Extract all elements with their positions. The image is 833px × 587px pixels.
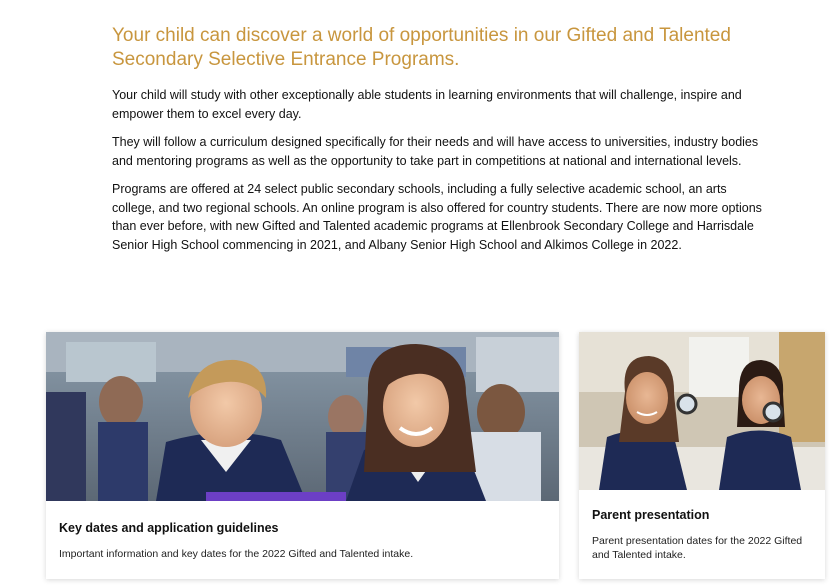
card-parent-presentation-description: Parent presentation dates for the 2022 Gifted and Talented intake. <box>592 535 803 561</box>
intro-paragraph-2: They will follow a curriculum designed specifically for their needs and will have access to universities, industry bodies and mentoring programs as well as the opportunity to take part in competitions at national and international levels. <box>112 135 759 168</box>
intro-paragraph-1: Your child will study with other exceptionally able students in learning environments that will challenge, inspire and empower them to excel every day. <box>112 88 742 121</box>
card-key-dates-description: Important information and key dates for the 2022 Gifted and Talented intake. <box>59 548 414 560</box>
card-key-dates[interactable] <box>46 332 559 579</box>
card-parent-presentation[interactable] <box>579 332 825 579</box>
card-key-dates-body <box>46 501 559 561</box>
students-magnifying-glass-photo <box>579 332 825 490</box>
card-key-dates-title[interactable]: Key dates and application guidelines <box>59 521 279 535</box>
card-parent-presentation-title[interactable]: Parent presentation <box>592 508 710 522</box>
card-parent-presentation-body <box>579 490 825 562</box>
page-headline: Your child can discover a world of opportunities in our Gifted and Talented Secondary Selective Entrance Programs. <box>112 25 731 70</box>
students-classroom-photo <box>46 332 559 501</box>
intro-paragraph-3: Programs are offered at 24 select public secondary schools, including a fully selective academic school, an arts college, and two regional schools. An online program is also offered for country students. There are now more options than ever before, with new Gifted and Talented academic programs at Ellenbrook Secondary College and Harrisdale Senior High School commencing in 2021, and Albany Senior High School and Alkimos College in 2022. <box>112 182 762 252</box>
intro-section <box>112 24 772 264</box>
